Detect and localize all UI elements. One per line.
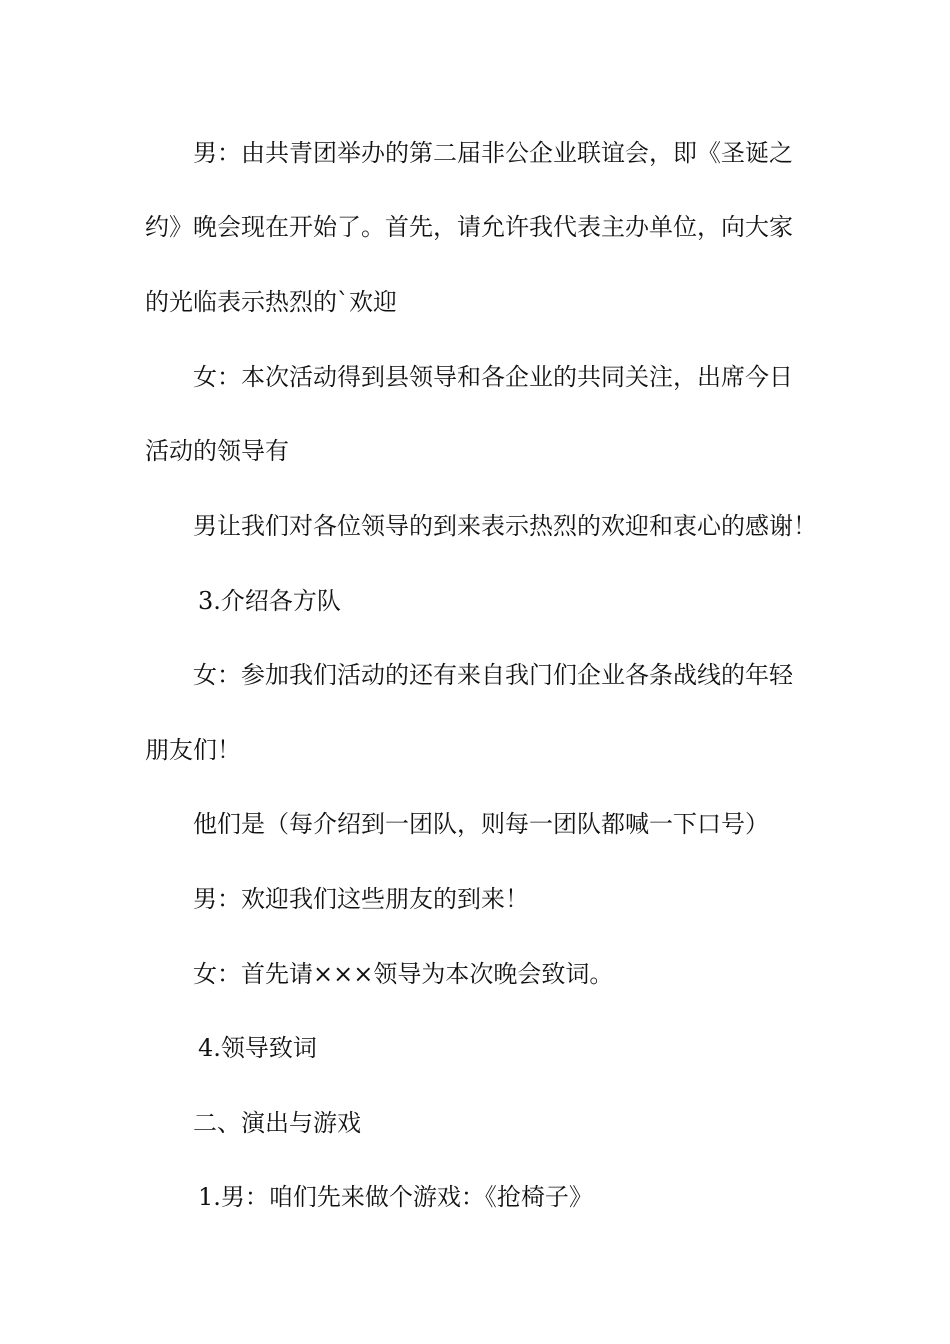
text-line-8: 女：参加我们活动的还有来自我门们企业各条战线的年轻	[193, 661, 793, 689]
text-line-2: 约》晚会现在开始了。首先，请允许我代表主办单位，向大家	[145, 213, 793, 241]
text-line-11: 男：欢迎我们这些朋友的到来！	[193, 885, 529, 913]
text-line-14: 二、演出与游戏	[193, 1109, 361, 1137]
text-line-12: 女：首先请×××领导为本次晚会致词。	[193, 960, 614, 988]
text-line-13: 4.领导致词	[198, 1034, 317, 1062]
text-line-1: 男：由共青团举办的第二届非公企业联谊会，即《圣诞之	[193, 139, 793, 167]
text-line-4: 女：本次活动得到县领导和各企业的共同关注，出席今日	[193, 363, 793, 391]
text-line-10: 他们是（每介绍到一团队，则每一团队都喊一下口号）	[193, 810, 769, 838]
text-line-3: 的光临表示热烈的`欢迎	[145, 288, 397, 316]
text-line-9: 朋友们！	[145, 736, 241, 764]
text-line-7: 3.介绍各方队	[198, 587, 341, 615]
text-line-15: 1.男：咱们先来做个游戏：《抢椅子》	[198, 1183, 593, 1211]
text-line-5: 活动的领导有	[145, 437, 289, 465]
text-line-6: 男让我们对各位领导的到来表示热烈的欢迎和衷心的感谢！	[193, 512, 817, 540]
